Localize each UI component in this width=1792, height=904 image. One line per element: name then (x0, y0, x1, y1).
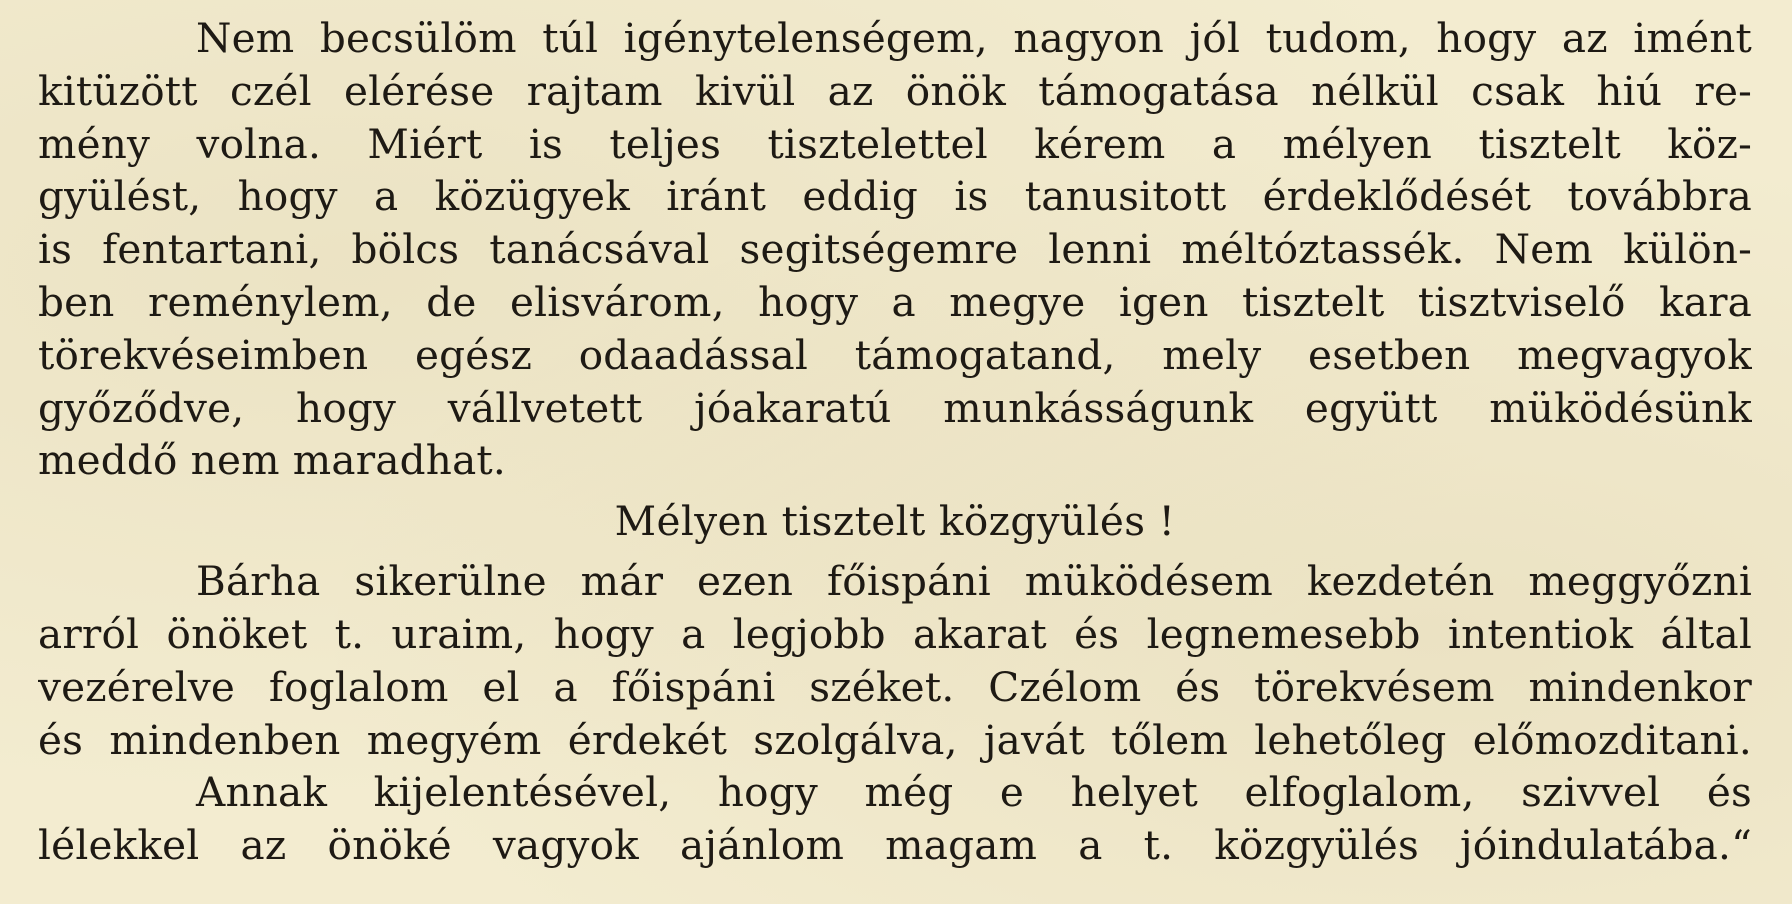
text-line: meddő nem maradhat. (38, 436, 506, 485)
text-line: törekvéseimben egész odaadással támogatand, mely esetben megvagyok (38, 330, 1752, 379)
text-line: győződve, hogy vállvetett jóakaratú munkásságunk együtt müködésünk (38, 383, 1752, 432)
paragraph-1 (38, 12, 1752, 487)
text-line: és mindenben megyém érdekét szolgálva, javát tőlem lehetőleg előmozditani. (38, 715, 1752, 764)
paragraph-2 (38, 555, 1752, 766)
text-line: gyülést, hogy a közügyek iránt eddig is tanusitott érdeklődését továbbra (38, 172, 1752, 221)
text-line: Nem becsülöm túl igénytelenségem, nagyon jól tudom, hogy az imént (196, 14, 1752, 62)
text-line: ben reménylem, de elisvárom, hogy a megye igen tisztelt tisztviselő kara (38, 277, 1752, 326)
text-line: arról önöket t. uraim, hogy a legjobb akarat és legnemesebb intentiok által (38, 609, 1752, 658)
text-line: mény volna. Miért is teljes tisztelettel kérem a mélyen tisztelt köz- (38, 119, 1752, 168)
text-line: is fentartani, bölcs tanácsával segitségemre lenni méltóztassék. Nem külön- (38, 225, 1752, 274)
text-line: vezérelve foglalom el a főispáni széket. Czélom és törekvésem mindenkor (38, 662, 1752, 711)
paragraph-3 (38, 766, 1752, 872)
text-line: kitüzött czél elérése rajtam kivül az önök támogatása nélkül csak hiú re- (38, 66, 1752, 115)
text-line: Annak kijelentésével, hogy még e helyet elfoglalom, szivvel és (196, 768, 1752, 817)
section-heading: Mélyen tisztelt közgyülés ! (614, 497, 1176, 546)
text-line: Bárha sikerülne már ezen főispáni müködésem kezdetén meggyőzni (196, 557, 1752, 606)
text-line: lélekkel az önöké vagyok ajánlom magam a t. közgyülés jóindulatába.“ (38, 821, 1752, 870)
document-page (38, 12, 1752, 872)
